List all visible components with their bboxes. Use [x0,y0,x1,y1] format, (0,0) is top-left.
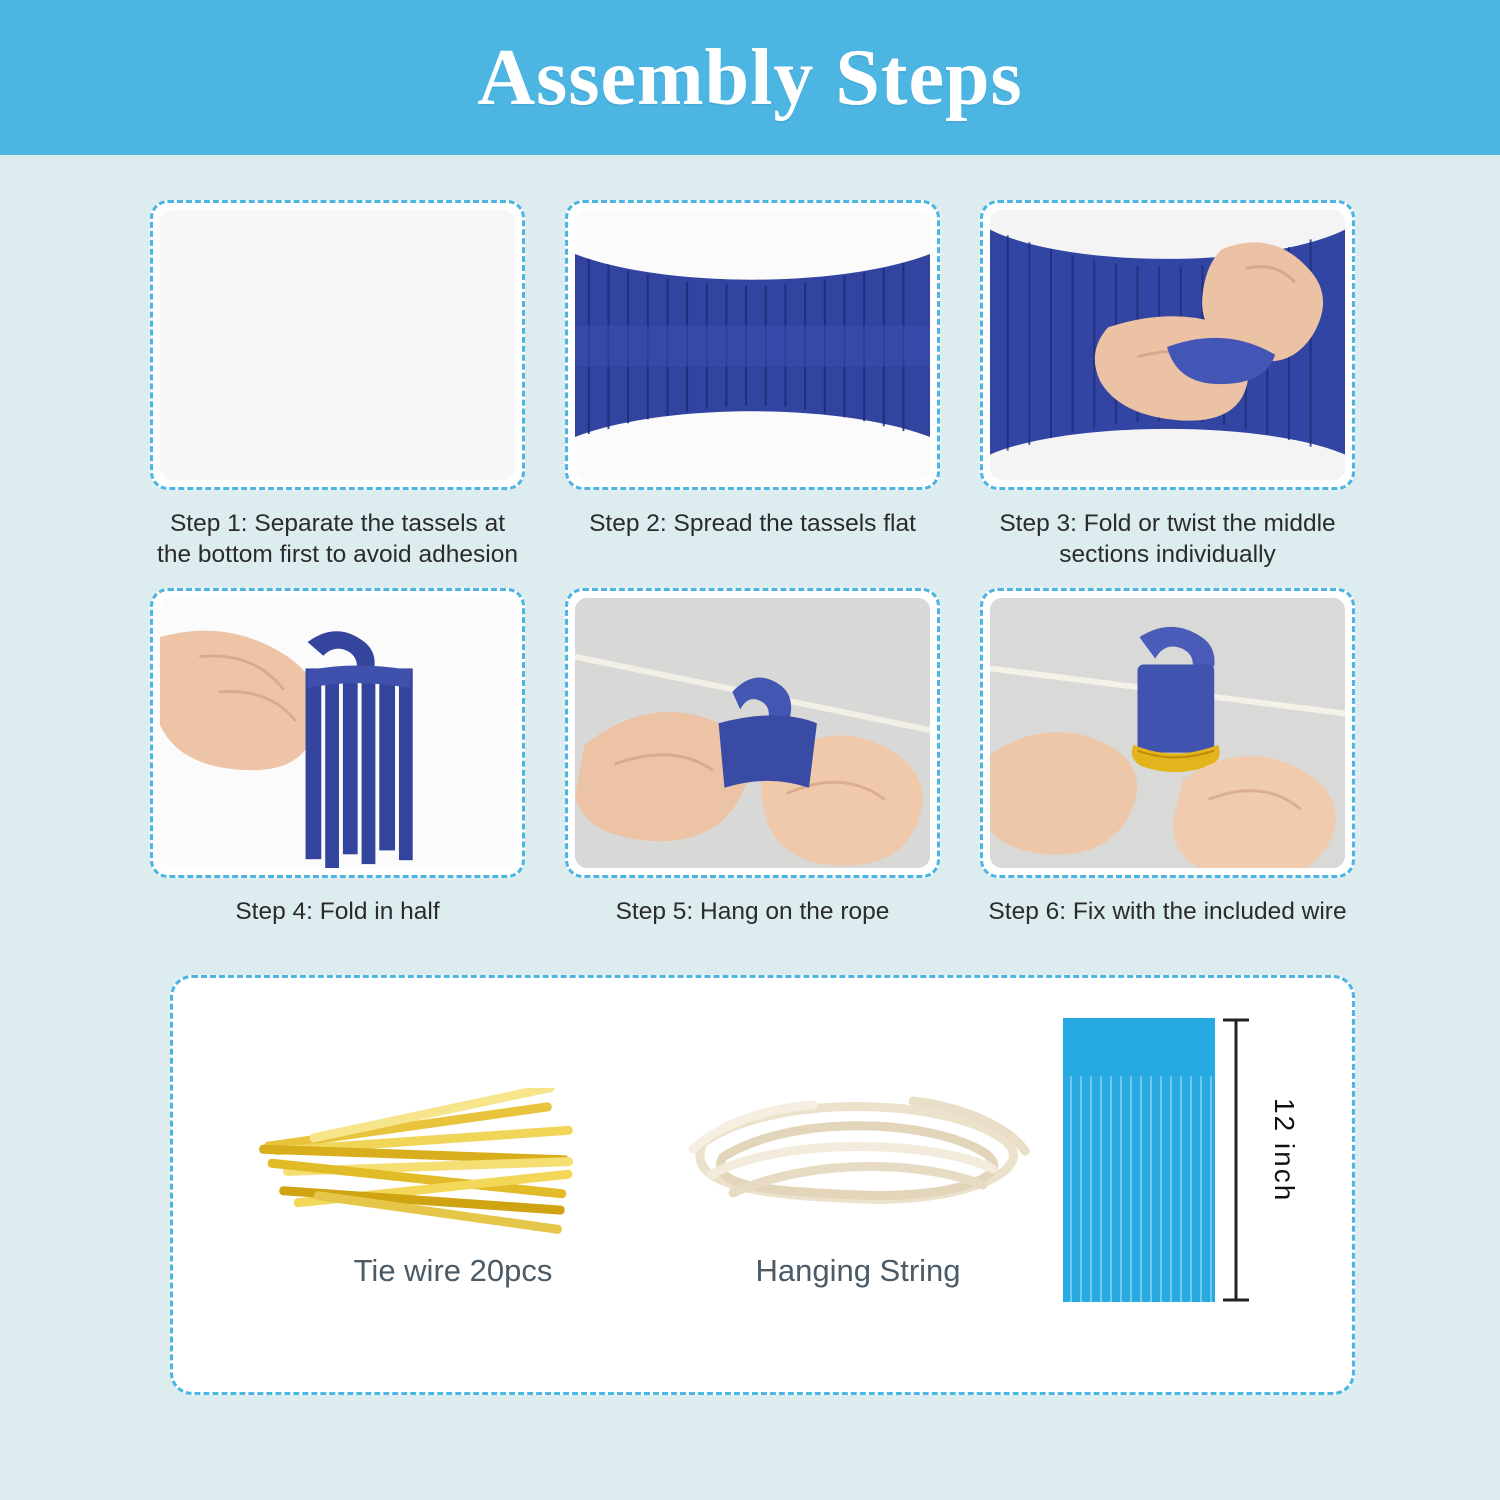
wire-bundle-illustration [253,1088,653,1238]
hands-twisting-middle-of-tassel-image [990,210,1345,480]
step-card-1 [150,200,525,580]
blue-tassel-sheet-spread-flat-image [575,210,930,480]
step-card-6 [980,588,1355,968]
step-caption-3: Step 3: Fold or twist the middle sections individually [999,510,1336,569]
step-caption-6: Step 6: Fix with the included wire [988,898,1347,925]
step-caption-5: Step 5: Hang on the rope [615,898,890,925]
step-image-frame-1 [150,200,525,490]
hand-holding-blue-tassel-bundle-image [160,210,515,480]
step-image-frame-2 [565,200,940,490]
steps-grid [150,200,1355,968]
sheet-dimension-label: 12 inch [1269,1098,1300,1203]
step6-illustration [990,598,1345,868]
step-card-3 [980,200,1355,580]
step-image-frame-4 [150,588,525,878]
step3-illustration [990,210,1345,480]
step-image-frame-3 [980,200,1355,490]
step-caption-1: Step 1: Separate the tassels at the bottom first to avoid adhesion [157,510,518,569]
step2-illustration [575,210,930,480]
material-label-hanging-string: Hanging String [755,1253,961,1288]
hands-fixing-tassel-with-gold-wire-image [990,598,1345,868]
string-bundle-illustration [663,1083,1053,1243]
step5-illustration [575,598,930,868]
step4-illustration [160,598,515,868]
material-label-tie-wire: Tie wire 20pcs [353,1253,553,1288]
step-image-frame-6 [980,588,1355,878]
step-image-frame-5 [565,588,940,878]
hands-hanging-tassel-on-rope-image [575,598,930,868]
materials-panel [170,975,1355,1395]
step-card-4 [150,588,525,968]
page-header [0,0,1500,155]
step-card-2 [565,200,940,580]
hand-folding-tassel-in-half-image [160,598,515,868]
step-card-5 [565,588,940,968]
page-title: Assembly Steps [477,33,1023,122]
step-caption-4: Step 4: Fold in half [235,898,440,925]
step-caption-2: Step 2: Spread the tassels flat [589,510,916,537]
